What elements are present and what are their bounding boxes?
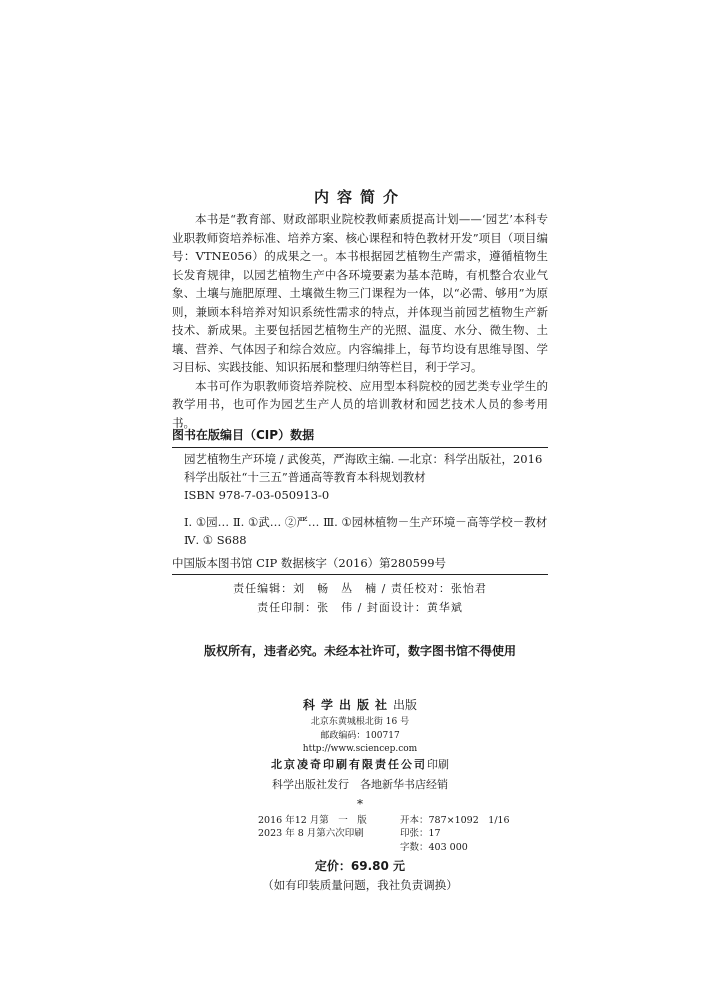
- cip-isbn: ISBN 978-7-03-050913-0: [184, 488, 330, 502]
- publisher-address: 北京东黄城根北街 16 号: [310, 717, 410, 727]
- printing-info: 2023 年 8 月第六次印刷: [258, 828, 364, 839]
- printer-suffix: 印刷: [427, 758, 449, 771]
- separator-star: *: [357, 797, 363, 811]
- publisher-line: [0, 696, 720, 713]
- cip-top-rule: [172, 447, 548, 448]
- intro-body: [172, 210, 548, 432]
- cip-title: 图书在版编目（CIP）数据: [172, 428, 315, 442]
- publisher-website: http://www.sciencep.com: [302, 744, 418, 754]
- copyright-notice: 版权所有，违者必究。未经本社许可，数字图书馆不得使用: [203, 644, 516, 658]
- cip-series-line: 科学出版社“十三五”普通高等教育本科规划教材: [184, 470, 426, 484]
- book-price: 定价：69.80 元: [314, 859, 406, 873]
- printer-line: [0, 756, 720, 772]
- publisher-postcode: 邮政编码：100717: [320, 731, 400, 741]
- publisher-suffix: 出版: [393, 698, 418, 712]
- quality-note: （如有印装质量问题，我社负责调换）: [262, 878, 458, 892]
- staff-editors: 责任编辑：刘 畅 丛 楠 / 责任校对：张怡君: [233, 582, 487, 595]
- cip-bottom-rule: [172, 574, 548, 575]
- word-count: 字数：403 000: [400, 842, 468, 853]
- book-format: 开本：787×1092 1/16: [400, 815, 510, 826]
- printer-name: 北京凌奇印刷有限责任公司: [271, 758, 427, 771]
- first-edition: 2016 年12 月第 一 版: [258, 815, 367, 826]
- intro-title: 内容简介: [313, 188, 406, 206]
- staff-production: 责任印制：张 伟 / 封面设计：黄华斌: [257, 601, 463, 614]
- intro-paragraph-2: 本书可作为职教师资培养院校、应用型本科院校的园艺类专业学生的教学用书，也可作为园艺生产人员的培训教材和园艺技术人员的参考用书。: [172, 378, 548, 430]
- distribution-line: 科学出版社发行 各地新华书店经销: [272, 778, 448, 791]
- cip-title-line: 园艺植物生产环境 / 武俊英，严海欧主编. —北京：科学出版社，2016: [184, 452, 543, 466]
- intro-paragraph-1: 本书是“教育部、财政部职业院校教师素质提高计划——‘园艺’本科专业职教师资培养标准、培养方案、核心课程和特色教材开发”项目（项目编号：VTNE056）的成果之一。本书根据园艺植物生产需求，遵循植物生长发育规律，以园艺植物生产中各环境要素为基本范畴，有机整合农业气象、土壤与施肥原理、土壤微生物三门课程为一体，以“必需、够用”为原则，兼顾本科培养对知识系统性需求的特点，并体现当前园艺植物生产新技术、新成果。主要包括园艺植物生产的光照、温度、水分、微生物、土壤、营养、气体因子和综合效应。内容编排上，每节均设有思维导图、学习目标、实践技能、知识拓展和整理归纳等栏目，利于学习。: [172, 212, 548, 374]
- publisher-name: 科学出版社: [302, 698, 393, 712]
- cip-number: 中国版本图书馆 CIP 数据核字（2016）第280599号: [172, 556, 447, 570]
- printed-sheets: 印张：17: [400, 828, 441, 839]
- cip-classification: Ⅰ. ①园… Ⅱ. ①武… ②严… Ⅲ. ①园林植物－生产环境－高等学校－教材 Ⅳ. ① S688: [184, 515, 548, 547]
